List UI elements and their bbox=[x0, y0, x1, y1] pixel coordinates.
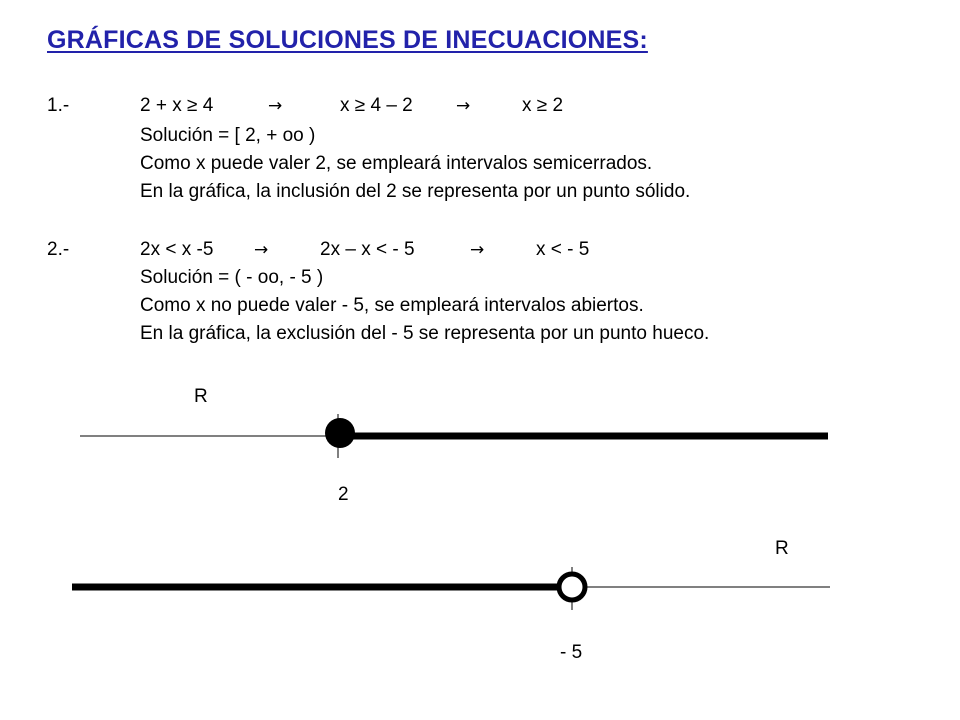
problem-2-note-1: Como x no puede valer - 5, se empleará intervalos abiertos. bbox=[140, 295, 644, 316]
right-arrow-icon: → bbox=[470, 240, 485, 260]
graph-1-axis-label: R bbox=[194, 386, 208, 407]
closed-point-icon bbox=[325, 418, 355, 448]
problem-2-step-2: 2x – x < - 5 bbox=[320, 239, 415, 260]
graph-1-point-label: 2 bbox=[338, 484, 349, 505]
problem-1-number: 1.- bbox=[47, 95, 70, 116]
number-line-2 bbox=[72, 567, 830, 610]
problem-2-note-2: En la gráfica, la exclusión del - 5 se representa por un punto hueco. bbox=[140, 323, 710, 344]
page-title: GRÁFICAS DE SOLUCIONES DE INECUACIONES: bbox=[47, 26, 648, 54]
graph-2-axis-label: R bbox=[775, 538, 789, 559]
right-arrow-icon: → bbox=[456, 96, 471, 116]
problem-2-step-1: 2x < x -5 bbox=[140, 239, 214, 260]
problem-2-step-3: x < - 5 bbox=[536, 239, 590, 260]
problem-1-step-1: 2 + x ≥ 4 bbox=[140, 95, 214, 116]
problem-1-note-1: Como x puede valer 2, se empleará intervalos semicerrados. bbox=[140, 153, 653, 174]
problem-1-note-2: En la gráfica, la inclusión del 2 se representa por un punto sólido. bbox=[140, 181, 691, 202]
right-arrow-icon: → bbox=[268, 96, 283, 116]
graph-2-point-label: - 5 bbox=[560, 642, 583, 663]
problem-2-solution: Solución = ( - oo, - 5 ) bbox=[140, 267, 324, 288]
problem-1-solution: Solución = [ 2, + oo ) bbox=[140, 125, 316, 146]
problem-2-number: 2.- bbox=[47, 239, 70, 260]
open-point-icon bbox=[559, 574, 585, 600]
number-line-1 bbox=[80, 414, 828, 458]
problem-1-step-3: x ≥ 2 bbox=[522, 95, 564, 116]
problem-1-step-2: x ≥ 4 – 2 bbox=[340, 95, 413, 116]
right-arrow-icon: → bbox=[254, 240, 269, 260]
